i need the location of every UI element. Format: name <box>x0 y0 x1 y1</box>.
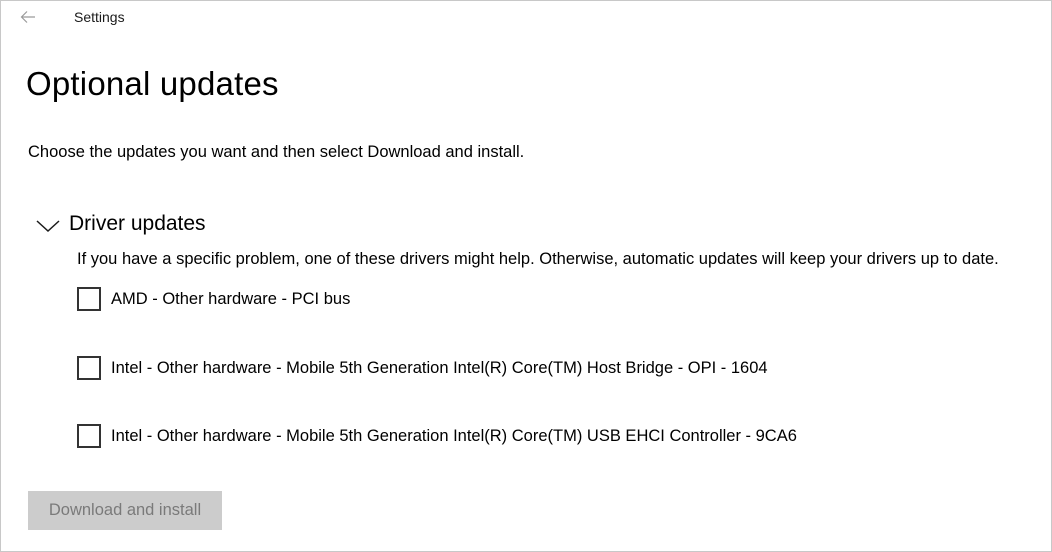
checkbox-label: Intel - Other hardware - Mobile 5th Generation Intel(R) Core(TM) USB EHCI Controller - 9CA6 <box>111 426 797 445</box>
driver-checkbox-amd-pci-bus[interactable] <box>77 287 350 311</box>
driver-updates-description: If you have a specific problem, one of these drivers might help. Otherwise, automatic updates will keep your drivers up to date. <box>77 250 999 268</box>
driver-updates-expander[interactable] <box>35 209 206 239</box>
app-title: Settings <box>74 9 125 25</box>
checkbox-label: Intel - Other hardware - Mobile 5th Generation Intel(R) Core(TM) Host Bridge - OPI - 1604 <box>111 358 768 377</box>
page-title: Optional updates <box>26 65 279 102</box>
driver-updates-title: Driver updates <box>69 212 206 235</box>
checkbox[interactable] <box>77 287 101 311</box>
arrow-left-icon <box>20 10 36 24</box>
checkbox[interactable] <box>77 424 101 448</box>
title-bar <box>1 1 1051 33</box>
back-button[interactable] <box>15 5 41 29</box>
page-description: Choose the updates you want and then select Download and install. <box>28 143 525 161</box>
checkbox[interactable] <box>77 356 101 380</box>
download-and-install-button[interactable]: Download and install <box>28 491 222 530</box>
checkbox-label: AMD - Other hardware - PCI bus <box>111 289 351 308</box>
chevron-down-icon <box>35 216 61 236</box>
driver-checkbox-intel-usb-ehci[interactable] <box>77 424 797 448</box>
driver-checkbox-intel-host-bridge[interactable] <box>77 356 768 380</box>
